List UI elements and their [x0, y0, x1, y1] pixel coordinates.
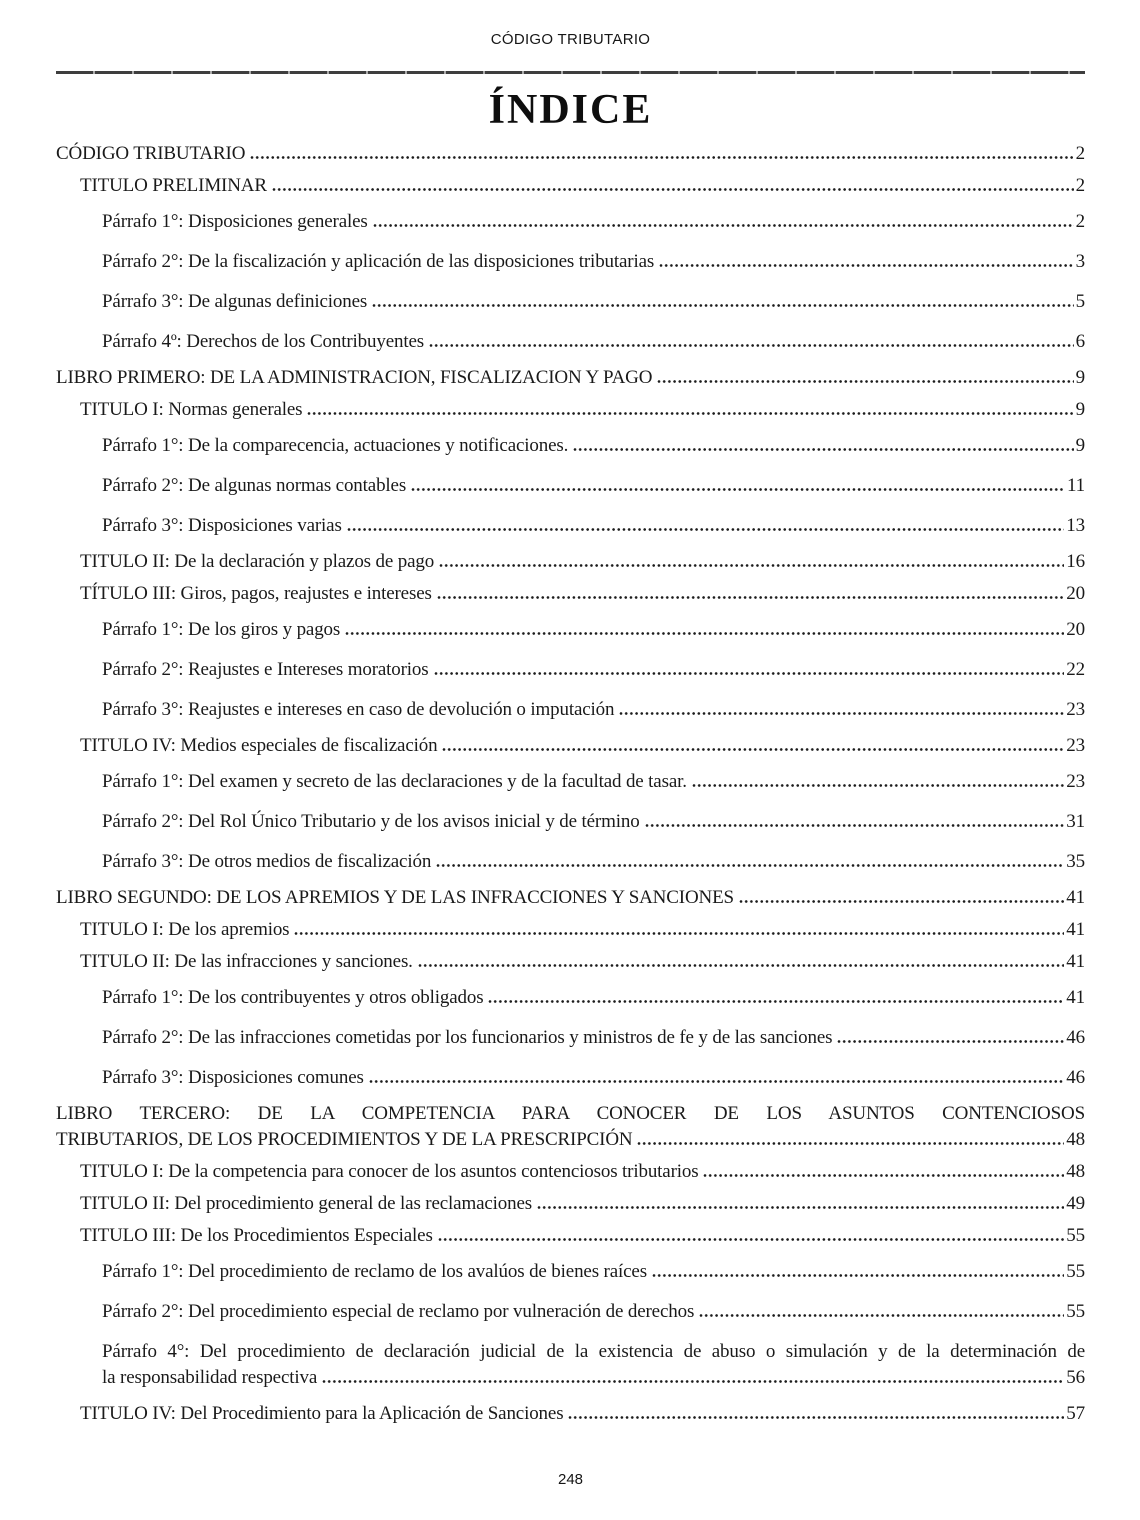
toc-entry [56, 329, 1085, 355]
toc-page-number: 57 [1066, 1403, 1085, 1424]
toc-page-number: 35 [1066, 851, 1085, 872]
toc-entry [56, 1025, 1085, 1051]
dot-leader [652, 1274, 1064, 1277]
toc-entry [56, 1259, 1085, 1285]
dot-leader [659, 264, 1074, 267]
toc-entry [56, 1065, 1085, 1091]
toc-entry-text: Párrafo 3°: De otros medios de fiscalización [102, 851, 432, 872]
toc-entry [56, 289, 1085, 315]
toc-page-number: 48 [1066, 1161, 1085, 1182]
toc-entry [56, 1101, 1085, 1127]
dot-leader [307, 412, 1073, 415]
toc-entry [56, 917, 1085, 943]
toc-page-number: 56 [1066, 1367, 1085, 1388]
toc-entry-text: Párrafo 2°: Reajustes e Intereses moratorios [102, 659, 429, 680]
toc-page-number: 46 [1066, 1067, 1085, 1088]
toc-entry-text: TITULO II: Del procedimiento general de las reclamaciones [80, 1193, 532, 1214]
toc-entry [56, 173, 1085, 199]
toc-entry-text: LIBRO PRIMERO: DE LA ADMINISTRACION, FISCALIZACION Y PAGO [56, 367, 653, 388]
toc-entry [56, 1191, 1085, 1217]
dot-leader [436, 864, 1064, 867]
toc-entry-text: TITULO I: De los apremios [80, 919, 290, 940]
toc-entry [56, 1401, 1085, 1427]
dot-leader [294, 932, 1064, 935]
toc-entry-text: Párrafo 4°: Del procedimiento de declaración judicial de la existencia de abuso o simulación y de la determinación de [102, 1341, 1085, 1362]
toc-entry-text: la responsabilidad respectiva [102, 1367, 318, 1388]
toc-entry-text: TITULO I: De la competencia para conocer de los asuntos contenciosos tributarios [80, 1161, 699, 1182]
toc-page-number: 2 [1075, 211, 1085, 232]
dot-leader [739, 900, 1064, 903]
toc-page-number: 6 [1075, 331, 1085, 352]
dot-leader [372, 304, 1074, 307]
dot-leader [373, 224, 1074, 227]
toc-page-number: 3 [1075, 251, 1085, 272]
header-rule [56, 71, 1085, 74]
toc-entry-text: Párrafo 3°: Disposiciones comunes [102, 1067, 364, 1088]
dot-leader [573, 448, 1073, 451]
dot-leader [439, 564, 1064, 567]
dot-leader [699, 1314, 1064, 1317]
toc-page-number: 9 [1075, 399, 1085, 420]
dot-leader [411, 488, 1065, 491]
dot-leader [438, 1238, 1065, 1241]
dot-leader [619, 712, 1064, 715]
dot-leader [437, 596, 1065, 599]
toc-entry [56, 809, 1085, 835]
toc-entry [56, 733, 1085, 759]
dot-leader [369, 1080, 1065, 1083]
toc-entry [56, 513, 1085, 539]
dot-leader [250, 156, 1073, 159]
toc-entry-text: Párrafo 2°: Del procedimiento especial de reclamo por vulneración de derechos [102, 1301, 695, 1322]
dot-leader [837, 1040, 1064, 1043]
toc-entry-text: Párrafo 3°: Reajustes e intereses en caso de devolución o imputación [102, 699, 615, 720]
dot-leader [322, 1380, 1064, 1383]
toc-entry-text: TÍTULO III: Giros, pagos, reajustes e intereses [80, 583, 432, 604]
toc-entry [56, 985, 1085, 1011]
dot-leader [568, 1416, 1064, 1419]
toc-entry-text: TITULO I: Normas generales [80, 399, 303, 420]
toc-entry [56, 365, 1085, 391]
toc-entry [56, 249, 1085, 275]
toc-page-number: 16 [1066, 551, 1085, 572]
toc-entry-text: Párrafo 4º: Derechos de los Contribuyentes [102, 331, 424, 352]
toc-entry-text: TRIBUTARIOS, DE LOS PROCEDIMIENTOS Y DE LA PRESCRIPCIÓN [56, 1129, 633, 1150]
toc-page-number: 22 [1066, 659, 1085, 680]
toc-page-number: 31 [1066, 811, 1085, 832]
toc-entry [56, 473, 1085, 499]
toc-page-number: 9 [1075, 367, 1085, 388]
toc-entry [56, 549, 1085, 575]
toc-entry-text: Párrafo 1°: Del procedimiento de reclamo de los avalúos de bienes raíces [102, 1261, 647, 1282]
toc-page-number: 41 [1066, 951, 1085, 972]
dot-leader [657, 380, 1073, 383]
footer-page-number: 248 [557, 1471, 584, 1488]
dot-leader [418, 964, 1065, 967]
toc-entry-text: Párrafo 1°: De los contribuyentes y otros obligados [102, 987, 484, 1008]
toc-page-number: 23 [1066, 699, 1085, 720]
toc-page-number: 55 [1066, 1225, 1085, 1246]
toc-entry-text: LIBRO SEGUNDO: DE LOS APREMIOS Y DE LAS INFRACCIONES Y SANCIONES [56, 887, 734, 908]
table-of-contents [56, 138, 1085, 1430]
toc-page-number: 46 [1066, 1027, 1085, 1048]
toc-page-number: 20 [1066, 619, 1085, 640]
dot-leader [645, 824, 1065, 827]
toc-page-number: 23 [1066, 735, 1085, 756]
toc-entry [56, 1127, 1085, 1153]
toc-entry-text: Párrafo 2°: De algunas normas contables [102, 475, 407, 496]
dot-leader [442, 748, 1064, 751]
toc-entry [56, 949, 1085, 975]
toc-page-number: 9 [1075, 435, 1085, 456]
toc-entry-text: TITULO IV: Medios especiales de fiscalización [80, 735, 438, 756]
dot-leader [692, 784, 1064, 787]
toc-entry [56, 617, 1085, 643]
toc-page-number: 11 [1067, 475, 1085, 496]
toc-page-number: 23 [1066, 771, 1085, 792]
dot-leader [537, 1206, 1064, 1209]
dot-leader [429, 344, 1074, 347]
toc-entry [56, 1223, 1085, 1249]
toc-entry [56, 433, 1085, 459]
toc-entry [56, 885, 1085, 911]
dot-leader [488, 1000, 1064, 1003]
toc-entry [56, 397, 1085, 423]
running-header: CÓDIGO TRIBUTARIO [490, 31, 651, 48]
toc-entry [56, 769, 1085, 795]
toc-page-number: 5 [1075, 291, 1085, 312]
toc-page-number: 2 [1075, 143, 1085, 164]
toc-entry [56, 141, 1085, 167]
toc-page-number: 55 [1066, 1261, 1085, 1282]
toc-page-number: 41 [1066, 919, 1085, 940]
toc-page-number: 41 [1066, 887, 1085, 908]
toc-entry-text: Párrafo 3°: De algunas definiciones [102, 291, 368, 312]
toc-entry [56, 581, 1085, 607]
toc-entry-text: CÓDIGO TRIBUTARIO [56, 143, 246, 164]
toc-entry [56, 657, 1085, 683]
toc-page-number: 48 [1066, 1129, 1085, 1150]
toc-page-number: 55 [1066, 1301, 1085, 1322]
toc-entry [56, 1299, 1085, 1325]
toc-page-number: 49 [1066, 1193, 1085, 1214]
toc-entry-text: Párrafo 3°: Disposiciones varias [102, 515, 342, 536]
toc-entry-text: Párrafo 2°: Del Rol Único Tributario y de los avisos inicial y de término [102, 811, 640, 832]
toc-entry-text: TITULO II: De la declaración y plazos de pago [80, 551, 435, 572]
toc-entry-text: TITULO IV: Del Procedimiento para la Aplicación de Sanciones [80, 1403, 564, 1424]
toc-entry-text: TITULO III: De los Procedimientos Especiales [80, 1225, 433, 1246]
dot-leader [703, 1174, 1064, 1177]
toc-entry-text: Párrafo 1°: Disposiciones generales [102, 211, 368, 232]
toc-page-number: 2 [1075, 175, 1085, 196]
toc-page-number: 13 [1066, 515, 1085, 536]
toc-entry-text: TITULO II: De las infracciones y sanciones. [80, 951, 413, 972]
toc-entry-text: Párrafo 1°: Del examen y secreto de las declaraciones y de la facultad de tasar. [102, 771, 687, 792]
page-title: ÍNDICE [488, 87, 653, 133]
toc-entry-text: Párrafo 1°: De los giros y pagos [102, 619, 341, 640]
dot-leader [347, 528, 1065, 531]
toc-entry [56, 849, 1085, 875]
toc-entry [56, 209, 1085, 235]
toc-entry-text: Párrafo 2°: De las infracciones cometidas por los funcionarios y ministros de fe y de las sanciones [102, 1027, 833, 1048]
toc-entry-text: TITULO PRELIMINAR [80, 175, 267, 196]
toc-entry-text: Párrafo 1°: De la comparecencia, actuaciones y notificaciones. [102, 435, 569, 456]
toc-entry [56, 697, 1085, 723]
toc-entry [56, 1159, 1085, 1185]
dot-leader [637, 1142, 1064, 1145]
toc-page-number: 41 [1066, 987, 1085, 1008]
dot-leader [434, 672, 1065, 675]
toc-entry [56, 1365, 1085, 1391]
dot-leader [345, 632, 1064, 635]
toc-entry-text: LIBRO TERCERO: DE LA COMPETENCIA PARA CONOCER DE LOS ASUNTOS CONTENCIOSOS [56, 1103, 1085, 1124]
toc-page-number: 20 [1066, 583, 1085, 604]
toc-entry [56, 1339, 1085, 1365]
dot-leader [272, 188, 1074, 191]
toc-entry-text: Párrafo 2°: De la fiscalización y aplicación de las disposiciones tributarias [102, 251, 655, 272]
